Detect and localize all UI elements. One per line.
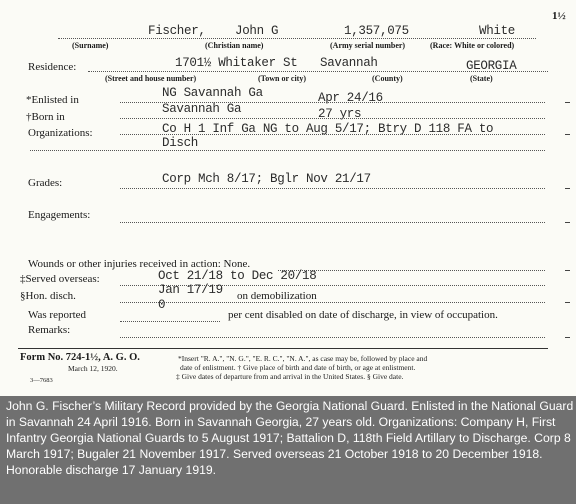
edge-tick [565, 337, 570, 338]
town-label: (Town or city) [258, 74, 306, 83]
born-line [120, 118, 545, 119]
county-label: (County) [372, 74, 403, 83]
footnote-line-1: *Insert "R. A.", "N. G.", "E. R. C.", "N. A.", as case may be, followed by place and [178, 354, 428, 363]
surname-value: Fischer, [148, 24, 206, 38]
discharge-date-value: Jan 17/19 [158, 283, 223, 297]
footnote-line-3: ‡ Give dates of departure from and arrival in the United States. § Give date. [176, 372, 404, 381]
town-value: Savannah [320, 56, 378, 70]
edge-tick [565, 270, 570, 271]
engagements-line [120, 222, 545, 223]
organizations-line2-value: Disch [162, 136, 199, 150]
christian-name-value: John G [235, 24, 279, 38]
form-date: March 12, 1920. [68, 364, 118, 373]
reported-text: per cent disabled on date of discharge, in view of occupation. [228, 309, 498, 321]
grades-line [120, 188, 545, 189]
footer-rule [18, 348, 548, 349]
footnote-line-2: date of enlistment. † Give place of birth and date of birth, or age at enlistment. [180, 363, 416, 372]
edge-tick [565, 102, 570, 103]
born-age-value: 27 yrs [318, 107, 362, 121]
enlisted-date-value: Apr 24/16 [318, 91, 383, 105]
reported-value: 0 [158, 298, 166, 312]
street-label: (Street and house number) [105, 74, 197, 83]
form-number: Form No. 724-1½, A. G. O. [20, 352, 140, 363]
wounds-line [278, 270, 545, 271]
enlisted-line [120, 102, 545, 103]
edge-tick [565, 302, 570, 303]
state-label: (State) [470, 74, 493, 83]
organizations-label: Organizations: [28, 127, 93, 139]
residence-line [88, 71, 548, 72]
born-place-value: Savannah Ga [162, 102, 242, 116]
street-value: 1701½ Whitaker St [175, 56, 298, 70]
served-overseas-value: Oct 21/18 to Dec 20/18 [158, 269, 317, 283]
residence-label: Residence: [28, 61, 77, 73]
remarks-line [120, 337, 545, 338]
remarks-label: Remarks: [28, 324, 71, 336]
state-value: GEORGIA [466, 59, 517, 73]
edge-tick [565, 188, 570, 189]
serial-number-value: 1,357,075 [344, 24, 409, 38]
grades-value: Corp Mch 8/17; Bglr Nov 21/17 [162, 172, 371, 186]
wounds-label: Wounds or other injuries received in action: None. [28, 258, 251, 270]
caption-text: John G. Fischer’s Military Record provided by the Georgia National Guard. Enlisted in the National Guard in Savannah 24 April 1916. Born in Savannah Georgia, 27 years old. Organizations: Company H, First Infantry Georgia National Guards to 5 August 1917; Battalion D, 118th Field Artillary to Discharge. Corp 8 March 1917; Bugaler 21 November 1917. Served overseas 21 October 1918 to 20 December 1918. Honorable discharge 17 January 1919. [6, 399, 574, 477]
row1-line [58, 38, 536, 39]
race-value: White [479, 24, 516, 38]
race-label: (Race: White or colored) [430, 41, 515, 50]
corner-mark: 1½ [552, 10, 566, 22]
edge-tick [565, 134, 570, 135]
form-code: 3—7683 [30, 377, 53, 384]
grades-label: Grades: [28, 177, 63, 189]
born-label: †Born in [26, 111, 65, 123]
organizations-line1-value: Co H 1 Inf Ga NG to Aug 5/17; Btry D 118 FA to [162, 122, 494, 136]
enlisted-place-value: NG Savannah Ga [162, 86, 263, 100]
organizations-line-1 [120, 134, 545, 135]
discharge-line [120, 302, 545, 303]
reported-label: Was reported [28, 309, 87, 321]
engagements-label: Engagements: [28, 209, 91, 221]
edge-tick [565, 222, 570, 223]
organizations-line-2 [30, 150, 545, 151]
reported-line [120, 321, 220, 322]
caption-panel [0, 396, 576, 504]
serial-number-label: (Army serial number) [330, 41, 406, 50]
served-overseas-label: ‡Served overseas: [20, 273, 100, 285]
discharge-text: on demobilization [237, 290, 317, 302]
surname-label: (Surname) [72, 41, 109, 50]
enlisted-label: *Enlisted in [26, 94, 79, 106]
christian-name-label: (Christian name) [205, 41, 264, 50]
discharge-label: §Hon. disch. [20, 290, 76, 302]
